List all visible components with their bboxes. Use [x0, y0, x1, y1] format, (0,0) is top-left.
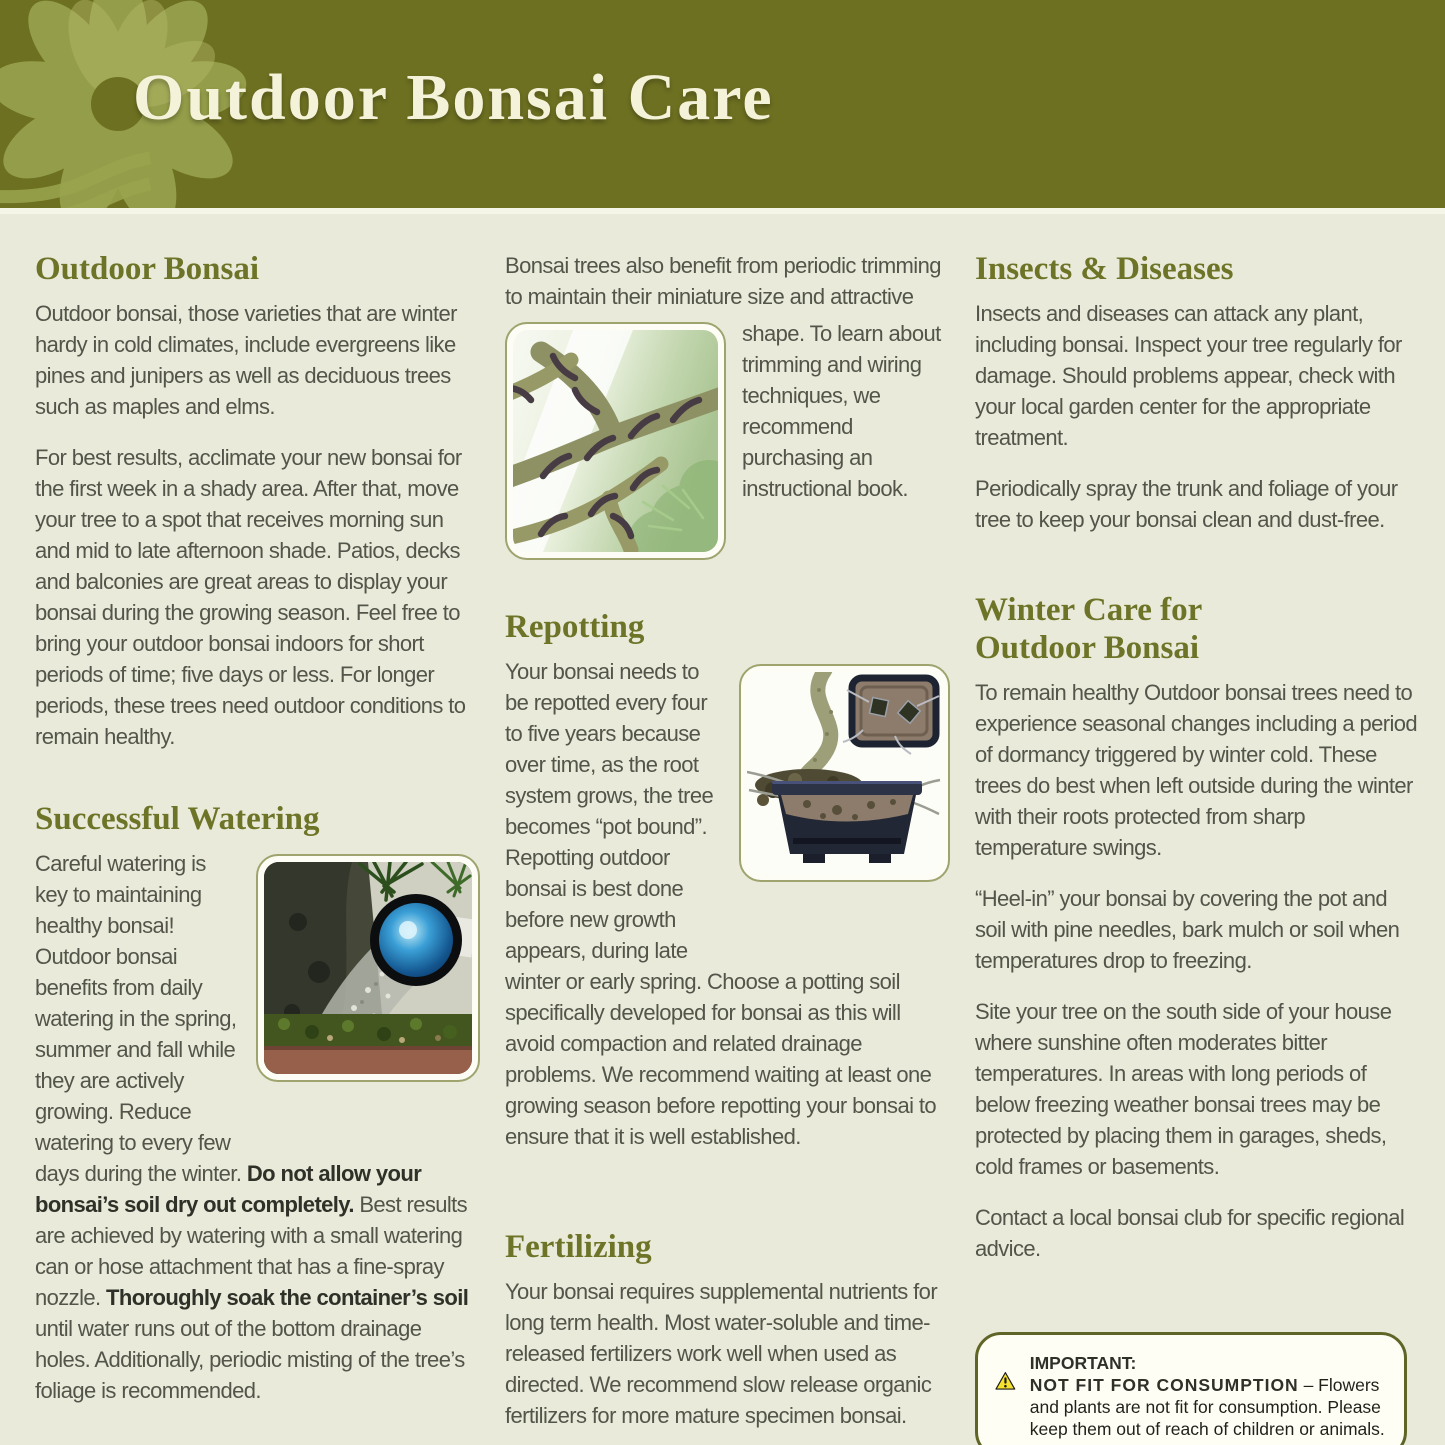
page-title: Outdoor Bonsai Care	[133, 61, 774, 134]
trimming-text: shape. To learn about trimming and wiring techniques, we recommend purchasing an instructional book.	[742, 321, 941, 501]
watering-text-mid: Best results are achieved by watering with a small watering can or hose attachment that has a fine-spray nozzle.	[35, 1192, 468, 1310]
winter-paragraph-3: Site your tree on the south side of your house where sunshine often moderates bitter temperatures. In areas with long periods of below freezing weather bonsai trees may be protected by placing them in garages, sheds, cold frames or basements.	[975, 999, 1392, 1179]
watering-text-outro: until water runs out of the bottom drainage holes. Additionally, periodic misting of the tree’s foliage is recommended.	[35, 1316, 465, 1403]
winter-care-heading	[975, 591, 1420, 667]
warning-body: – Flowers and plants are not fit for consumption. Please keep them out of reach of children or animals.	[1029, 1375, 1385, 1439]
trimming-paragraph-top: Bonsai trees also benefit from periodic trimming to maintain their miniature size and attractive	[505, 253, 941, 309]
bonsai-watering-photo	[256, 854, 480, 1082]
warning-text	[1030, 1352, 1386, 1440]
outdoor-bonsai-heading: Outdoor Bonsai	[35, 251, 260, 287]
successful-watering-heading: Successful Watering	[35, 801, 320, 837]
winter-care-heading-line1: Winter Care for	[975, 592, 1203, 628]
watering-text-intro: Careful watering is key to maintaining healthy bonsai! Outdoor bonsai benefits from daily watering in the spring, summer and fall while they are actively growing. Reduce watering to every few days during the winter.	[35, 851, 247, 1186]
winter-paragraph-2: “Heel-in” your bonsai by covering the pot and soil with pine needles, bark mulch or soil when temperatures drop to freezing.	[975, 886, 1400, 973]
fertilizing-paragraph: Your bonsai requires supplemental nutrients for long term health. Most water-soluble and time-released fertilizers work well when used as directed. We recommend slow release organic fertilizers for more mature specimen bonsai.	[505, 1279, 938, 1428]
warning-label: IMPORTANT:	[1029, 1353, 1137, 1373]
successful-watering-paragraph	[35, 848, 480, 1406]
column-middle	[505, 250, 950, 1445]
watering-text-bold-2: Thoroughly soak the container’s soil	[106, 1285, 469, 1310]
winter-care-heading-line2: Outdoor Bonsai	[975, 630, 1200, 666]
repotting-paragraph	[505, 656, 950, 1152]
fertilizing-heading: Fertilizing	[505, 1229, 652, 1265]
warning-title: NOT FIT FOR CONSUMPTION	[1029, 1375, 1299, 1395]
column-right	[975, 250, 1420, 1445]
warning-triangle-icon	[995, 1352, 1016, 1410]
repotting-heading: Repotting	[505, 609, 645, 645]
repotting-text: Your bonsai needs to be repotted every four to five years because over time, as the root system grows, the tree becomes “pot bound”. Repotting outdoor bonsai is best done before new growth appears, during late winter or early spring. Choose a potting soil specifically developed for bonsai as this will avoid compaction and related drainage problems. We recommend waiting at least one growing season before repotting your bonsai to ensure that it is well established.	[505, 659, 937, 1149]
column-left	[35, 250, 480, 1426]
wired-bonsai-branches-photo	[505, 322, 726, 560]
page-header	[0, 0, 1445, 208]
insects-paragraph-2: Periodically spray the trunk and foliage of your tree to keep your bonsai clean and dust-free.	[975, 476, 1398, 532]
watering-text-bold-1: Do not allow your bonsai’s soil dry out completely.	[35, 1161, 422, 1217]
winter-paragraph-1: To remain healthy Outdoor bonsai trees need to experience seasonal changes including a period of dormancy triggered by winter cold. These trees do best when left outside during the winter with their roots protected from sharp temperature swings.	[975, 680, 1418, 860]
not-fit-for-consumption-warning-box	[975, 1332, 1407, 1445]
content-columns	[0, 214, 1445, 1445]
insects-diseases-heading: Insects & Diseases	[975, 251, 1234, 287]
winter-paragraph-4: Contact a local bonsai club for specific regional advice.	[975, 1205, 1405, 1261]
trimming-paragraph-wrap	[505, 318, 950, 504]
insects-paragraph-1: Insects and diseases can attack any plant, including bonsai. Inspect your tree regularly for damage. Should problems appear, check with your local garden center for the appropriate treatment.	[975, 301, 1402, 450]
outdoor-bonsai-paragraph-2: For best results, acclimate your new bonsai for the first week in a shady area. After that, move your tree to a spot that receives morning sun and mid to late afternoon shade. Patios, decks and balconies are great areas to display your bonsai during the growing season. Feel free to bring your outdoor bonsai indoors for short periods of time; five days or less. For longer periods, these trees need outdoor conditions to remain healthy.	[35, 445, 466, 749]
bonsai-repotting-photo	[739, 664, 950, 882]
outdoor-bonsai-paragraph-1: Outdoor bonsai, those varieties that are winter hardy in cold climates, include evergreens like pines and junipers as well as deciduous trees such as maples and elms.	[35, 301, 457, 419]
